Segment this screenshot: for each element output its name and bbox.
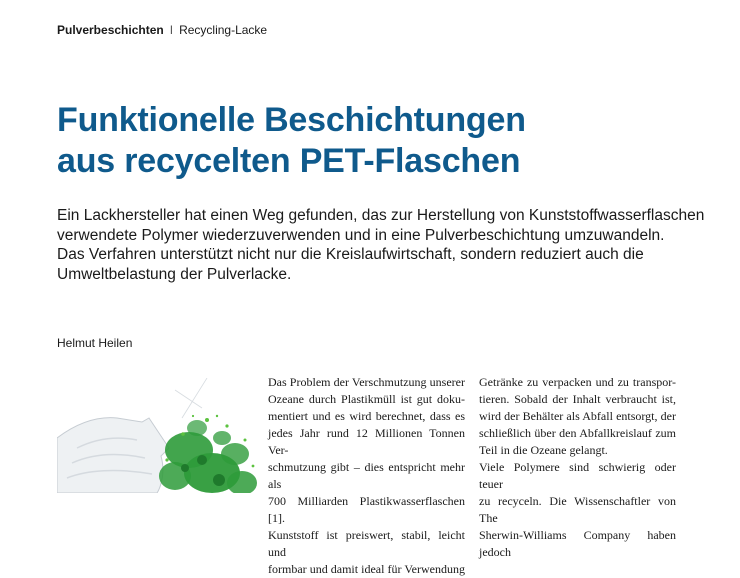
body-line: Teil in die Ozeane gelangt. xyxy=(479,443,608,457)
body-line: Sherwin-Williams Company haben jedoch xyxy=(479,528,676,559)
section-label: Pulverbeschichten xyxy=(57,23,164,37)
body-column-2 xyxy=(479,374,676,561)
article-title xyxy=(57,100,526,182)
body-line: tieren. Sobald der Inhalt verbraucht ist, xyxy=(479,392,676,406)
running-header xyxy=(57,22,267,38)
body-line: Ozeane durch Plastikmüll ist gut doku- xyxy=(268,392,465,406)
body-line: Viele Polymere sind schwierig oder teuer xyxy=(479,460,676,491)
author-name: Helmut Heilen xyxy=(57,336,133,350)
bottle-powder-image xyxy=(57,378,257,493)
title-line: Funktionelle Beschichtungen xyxy=(57,101,526,139)
body-line: 700 Milliarden Plastikwasserflaschen [1]. xyxy=(268,494,465,525)
lead-line: Ein Lackhersteller hat einen Weg gefunden, das zur Herstellung von Kunststoffwasserflaschen xyxy=(57,207,705,224)
lead-line: Umweltbelastung der Pulverlacke. xyxy=(57,265,292,283)
lead-paragraph xyxy=(57,206,705,284)
header-separator: I xyxy=(169,23,174,37)
body-line: jedes Jahr rund 12 Millionen Tonnen Ver- xyxy=(268,426,465,457)
body-line: mentiert und es wird berechnet, dass es xyxy=(268,409,465,423)
body-line: formbar und damit ideal für Verwendung xyxy=(268,562,465,576)
body-line: Das Problem der Verschmutzung unserer xyxy=(268,375,465,389)
body-line: schmutzung gibt – dies entspricht mehr als xyxy=(268,460,465,491)
topic-label: Recycling-Lacke xyxy=(179,23,268,37)
body-column-1 xyxy=(268,374,465,578)
lead-line: Das Verfahren unterstützt nicht nur die Kreislaufwirtschaft, sondern reduziert auch die xyxy=(57,246,644,263)
title-line: aus recycelten PET-Flaschen xyxy=(57,142,521,180)
lead-line: verwendete Polymer wiederzuverwenden und in eine Pulverbeschichtung umzuwandeln. xyxy=(57,226,665,244)
body-line: schließlich über den Abfallkreislauf zum xyxy=(479,426,676,440)
body-line: zu recyceln. Die Wissenschaftler von The xyxy=(479,494,676,525)
body-line: wird der Behälter als Abfall entsorgt, der xyxy=(479,409,676,423)
body-line: Kunststoff ist preiswert, stabil, leicht und xyxy=(268,528,465,559)
body-line: Getränke zu verpacken und zu transpor- xyxy=(479,375,676,389)
